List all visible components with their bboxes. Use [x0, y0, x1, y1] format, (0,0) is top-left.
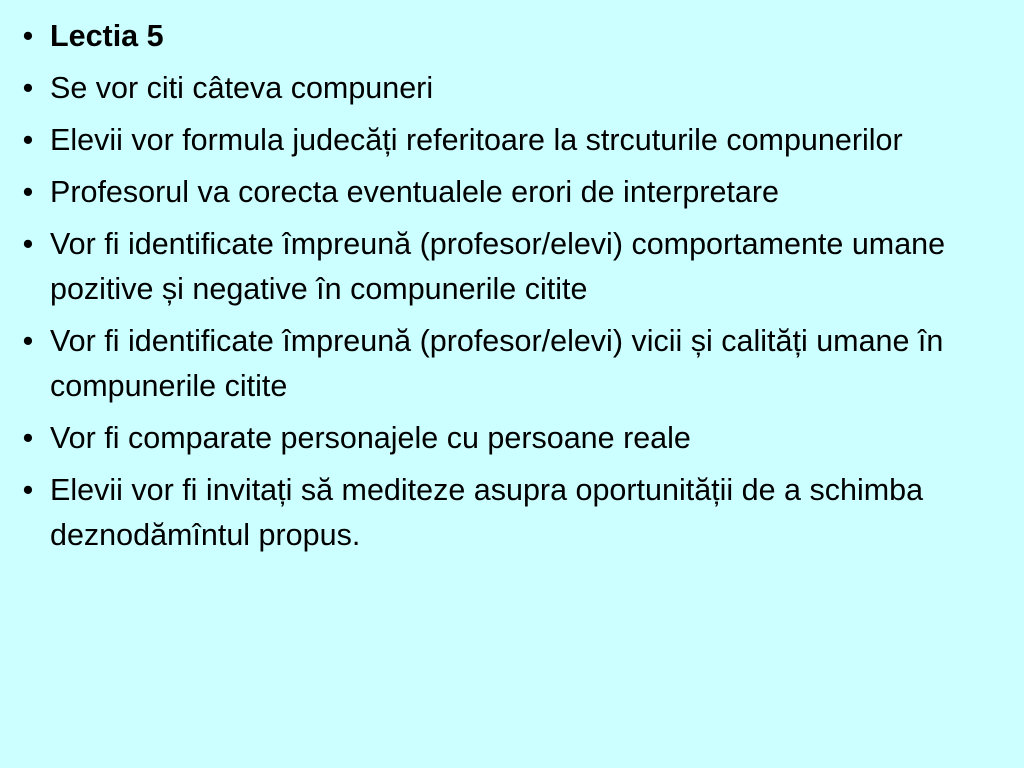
bullet-item — [18, 118, 994, 163]
bullet-item — [18, 222, 994, 312]
bullet-item-title — [18, 14, 994, 59]
bullet-text: Vor fi identificate împreună (profesor/elevi) vicii și calități umane în compunerile citite — [50, 324, 944, 403]
bullet-item — [18, 416, 994, 461]
bullet-item — [18, 319, 994, 409]
bullet-text: Vor fi identificate împreună (profesor/elevi) comportamente umane pozitive și negative în compunerile citite — [50, 227, 946, 306]
bullet-text: Lectia 5 — [50, 19, 164, 53]
bullet-text: Elevii vor formula judecăți referitoare la strcuturile compunerilor — [50, 123, 903, 157]
bullet-icon: • — [22, 421, 34, 455]
bullet-icon: • — [22, 123, 34, 157]
bullet-text: Se vor citi câteva compuneri — [50, 71, 434, 105]
bullet-text: Profesorul va corecta eventualele erori de interpretare — [50, 175, 780, 209]
bullet-item — [18, 468, 994, 558]
bullet-item — [18, 66, 994, 111]
bullet-icon: • — [22, 473, 34, 507]
bullet-icon: • — [22, 19, 34, 53]
bullet-text: Elevii vor fi invitați să mediteze asupra oportunității de a schimba deznodămîntul propus. — [50, 473, 924, 552]
bullet-list — [18, 14, 994, 558]
bullet-icon: • — [22, 175, 34, 209]
bullet-icon: • — [22, 71, 34, 105]
bullet-text: Vor fi comparate personajele cu persoane reale — [50, 421, 691, 455]
bullet-item — [18, 170, 994, 215]
bullet-icon: • — [22, 227, 34, 261]
bullet-icon: • — [22, 324, 34, 358]
